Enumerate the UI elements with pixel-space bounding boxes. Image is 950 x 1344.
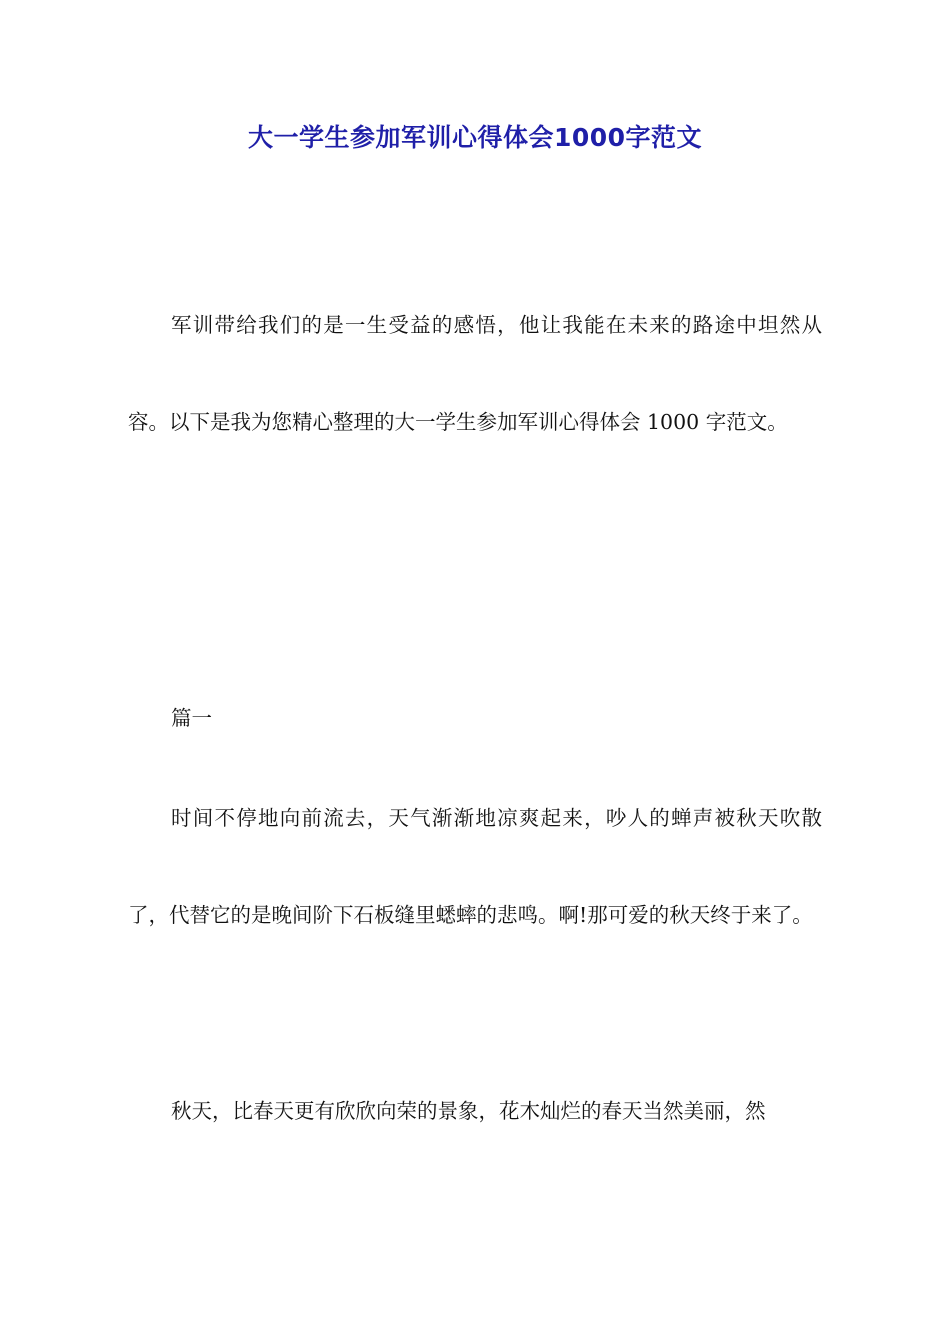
- section-heading: 篇一: [171, 706, 212, 730]
- body-paragraph: 秋天，比春天更有欣欣向荣的景象，花木灿烂的春天当然美丽，然: [171, 1099, 766, 1123]
- intro-paragraph: 军训带给我们的是一生受益的感悟，他让我能在未来的路途中坦然从容。以下是我为您精心整理的大一学生参加军训心得体会 1000 字范文。: [128, 313, 822, 434]
- document-title: 大一学生参加军训心得体会1000字范文: [247, 123, 703, 152]
- body-paragraph: 时间不停地向前流去，天气渐渐地凉爽起来，吵人的蝉声被秋天吹散了，代替它的是晚间阶下石板缝里蟋蟀的悲鸣。啊!那可爱的秋天终于来了。: [128, 806, 822, 927]
